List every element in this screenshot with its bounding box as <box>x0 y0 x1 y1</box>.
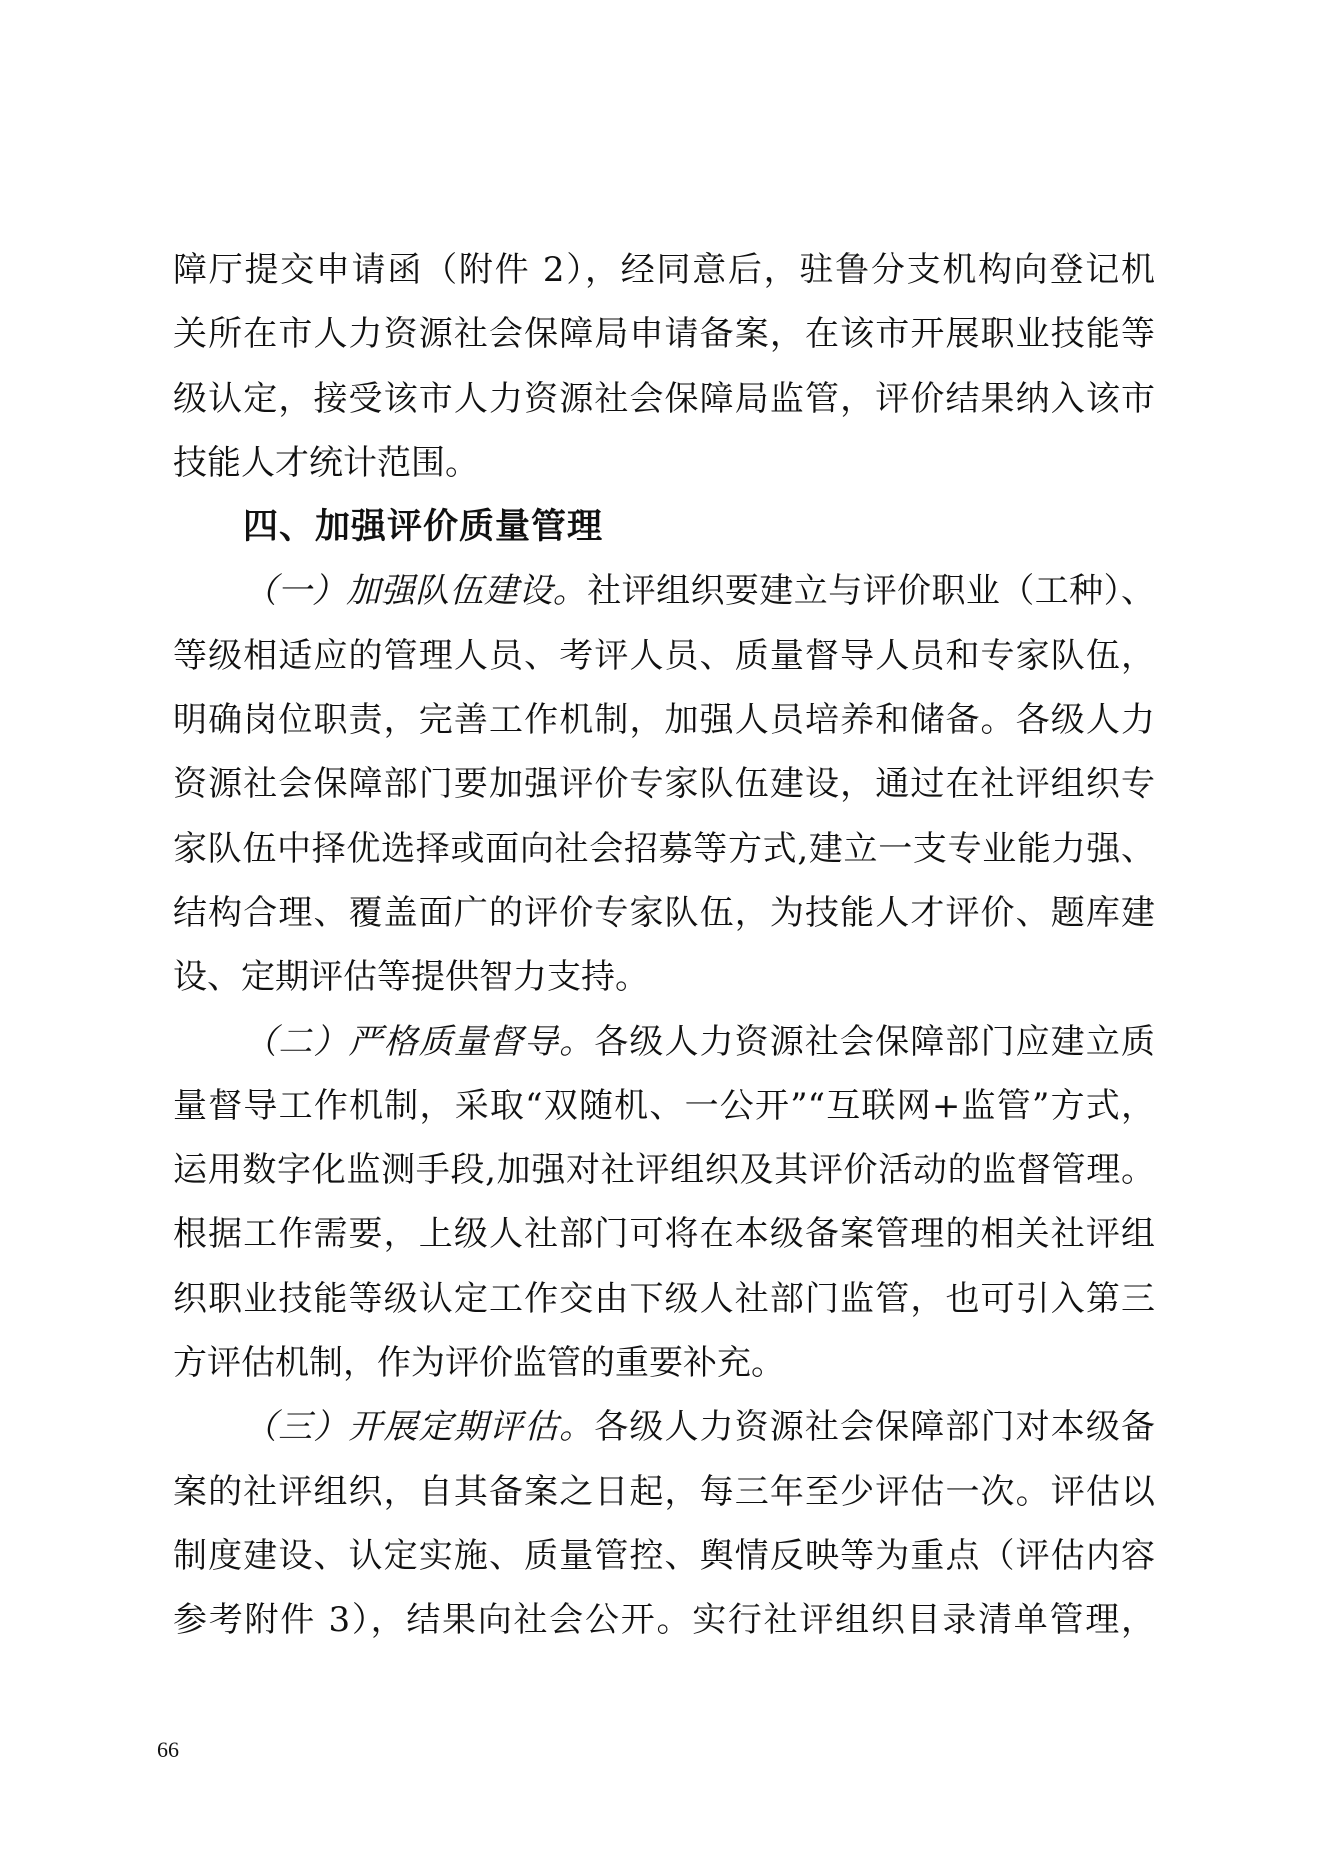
subsection-title: （一）加强队伍建设。 <box>243 571 588 612</box>
text-line: 家队伍中择优选择或面向社会招募等方式,建立一支专业能力强、 <box>173 828 1155 869</box>
text-span: 社评组织要建立与评价职业（工种）、 <box>587 571 1156 612</box>
text-line: 资源社会保障部门要加强评价专家队伍建设，通过在社评组织专 <box>173 764 1155 805</box>
paragraph-start-line <box>173 1395 1155 1459</box>
text-span: 各级人力资源社会保障部门对本级备 <box>594 1407 1156 1448</box>
section-heading: 四、加强评价质量管理 <box>243 507 604 548</box>
text-line: 量督导工作机制，采取“双随机、一公开”“互联网+监管”方式， <box>173 1085 1155 1126</box>
body-text <box>173 238 1155 1653</box>
text-line: 技能人才统计范围。 <box>173 442 479 483</box>
text-span: 各级人力资源社会保障部门应建立质 <box>594 1021 1156 1062</box>
text-line: 根据工作需要，上级人社部门可将在本级备案管理的相关社评组 <box>173 1214 1155 1255</box>
text-line: 案的社评组织，自其备案之日起，每三年至少评估一次。评估以 <box>173 1471 1155 1512</box>
text-line: 障厅提交申请函（附件 2），经同意后，驻鲁分支机构向登记机 <box>173 250 1155 290</box>
subsection-title: （三）开展定期评估。 <box>243 1407 595 1448</box>
text-line: 明确岗位职责，完善工作机制，加强人员培养和储备。各级人力 <box>173 700 1155 741</box>
text-line: 运用数字化监测手段,加强对社评组织及其评价活动的监督管理。 <box>173 1150 1155 1191</box>
text-line: 等级相适应的管理人员、考评人员、质量督导人员和专家队伍， <box>173 635 1155 676</box>
text-line: 设、定期评估等提供智力支持。 <box>173 957 649 998</box>
page-number: 66 <box>157 1737 179 1762</box>
text-line: 参考附件 3），结果向社会公开。实行社评组织目录清单管理， <box>173 1600 1155 1641</box>
text-line: 织职业技能等级认定工作交由下级人社部门监管，也可引入第三 <box>173 1278 1155 1319</box>
paragraph-start-line <box>173 559 1155 623</box>
paragraph-start-line <box>173 1010 1155 1074</box>
text-line: 方评估机制，作为评价监管的重要补充。 <box>173 1343 785 1384</box>
text-line: 制度建设、认定实施、质量管控、舆情反映等为重点（评估内容 <box>173 1535 1155 1576</box>
subsection-title: （二）严格质量督导。 <box>243 1021 595 1062</box>
text-line: 关所在市人力资源社会保障局申请备案，在该市开展职业技能等 <box>173 314 1155 355</box>
text-line: 结构合理、覆盖面广的评价专家队伍，为技能人才评价、题库建 <box>173 892 1155 933</box>
text-line: 级认定，接受该市人力资源社会保障局监管，评价结果纳入该市 <box>173 378 1155 419</box>
